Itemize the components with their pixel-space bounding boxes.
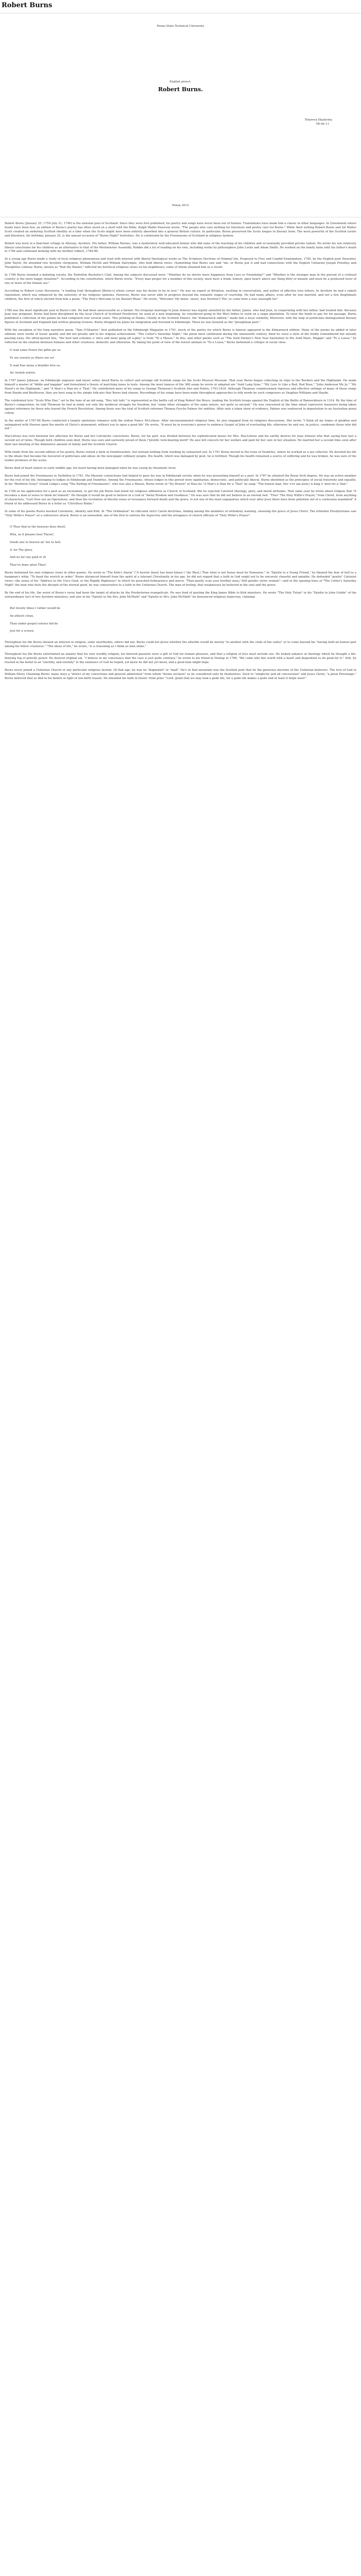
paragraph: Throughout his life Burns showed an interest in religion, some unorthodox, others did not. Burns could not prove whether the afterlife would be merely "in another with the clods of the valley" or to come beyond his "having held an honest part among his fellow creatures." "The ideas of life," he wrote, "is a reasoning as I think as man shine." (5, 641, 356, 649)
paragraph: Robert Burns (January 25, 1759–July 21, 1796) is the national poet of Scotland. Since they were first published, his poetry and songs have never been out of fashion. Translations have made him a classic in other languages. In Greenlands where books have been few, an edition of Burns's poetry has often stood on a shelf with the Bible. Ralph Waldo Emerson wrote, "The people who care nothing for literature and poetry care for Burns." While their writing Robert Burns and Sir Walter Scott created an enduring Scottish identity at a time when the Scots might have been entirely absorbed into a general British culture. In particular, Burns preserved the Scots tongue in literary form. The most powerful of the Scottish lyrists and literature, his birthday, January 25, is the annual occasion of "Burns Night" festivities. He is celebrated by the Freemasons of Scotland in religious fashion. (5, 222, 356, 238)
group-number: 08 ith 11 (316, 123, 329, 126)
paragraph: Burns died of heart failure in early middle age; his heart having been damaged when he was young by rheumatic fever. (5, 466, 177, 470)
paragraph: By the end of his life, the worst of Burns's verse had been the target of attacks by the Presbyterian evangelicals. He was fond of quoting the King James Bible to Kirk ministers. He wrote "The Holy Tulzie" in his "Epistle to John Goldie" of the extraordinary fact of two Ayrshire ministers, and also in his "Epistle to the Rev. John McMath" and "Epistle to Mrs. John McMath" he denounced religious hypocrisy, claiming: (5, 591, 356, 599)
paragraph: MacLehose was torn between her affection for Burns and her Calvinistic convictions. Burns, for his part, was divided between his sophisticated muses for Mrs. MacLehose and his earthy desires for Jean Armour who that saying how fast a second set of twins. Though both children soon died, Burns was sure and earnestly proud of them ("prolific twin-bearing merit" He also felt concern for her welfare and paid for her care in her situation. He married her a second time soon after their last meeting of the diminutive amount of family and the Scottish Church. (5, 435, 356, 447)
university-name: Penza State Technical University (157, 25, 204, 28)
verse-line: They've done afore Thee! (10, 564, 46, 567)
paragraph: The celebrated lyric "Scots Wha Hae," set to the tune of an old song, "Hey tuti taiti," is represented as the battle call of King Robert the Bruce, leading the Scottish troops against the English at the Battle of Bannockburn in 1314. By the time of Burns's composition, he told Thomson he had in mind, not only the medieval struggle for freedom, but "some other struggles of the same nature, not quite so ancient." He was concerned at the time about repressive measures being taken against reformers by those who feared the French Revolution. Among these was the trial of Scottish reformer Thomas Fysche Palmer for sedition. After only a token show of evidence, Palmer was sentenced to deportation to an Australian penal colony. (5, 399, 356, 415)
verse-line: O Thou that in the heavens does dwell, (10, 525, 66, 529)
verse-line: It wad frae mony a blunder free us, (10, 364, 61, 367)
verse-line: But twenty times I rather would be (10, 606, 60, 610)
verse-line: O wad some Power the giftie gie us (10, 348, 61, 352)
paragraph: In 1786 as his application for a post as an excisemen, to get the job Burns had listed his religious affiliation as Church of Scotland. But he rejected Calvinist theology, piety, and moral attitudes. That same year he wrote about religion that "it becomes a man of sense to think for himself." He thought it would be good to believe in a God of "Awful Wisdom and Goodness." He was sure that he did not believe in an eternal hell. "Thus" The Holy Willie's Prayer," from Christ, from anything of characters, "Cart How are on Operations, and then the revelation of blissful sense of revenance forward death and the grave. Is not one of the most unpopulous which ever after Jessi there have been pollution out of a confession mandated" A friend of his addressed Burns in a letter as "Christless Robin." (5, 490, 356, 506)
paragraph: 1786 was the most significant year in Burns's life. He had been unsuccessful as a farmer. His irregular marriage to Jean Armour was legally annulled by her father, James, who had Jean, in cooperating with her father, had treated him. Because Jean was pregnant, Burns had been disciplined by the local Church of Scotland Presbytery, he used at a new beginning, he considered going to the West Indies to work on a sugar plantation. To raise the funds to pay for his passage, Burns published a collection of the poems he had composed over several years. This printing of Poems, Chiefly in the Scottish Dialect, the "Kilmarnock edition," made him a local celebrity. Moreover, with the help of politicians distinguished literary figures in Scotland and England had written glowing reviews. Burns dropped his plans for emigration and traveled to Edinburgh. There he was lionized as the "ploughman poet." (5, 309, 356, 325)
verse-line: An' foolish notion. (10, 371, 36, 375)
paragraph: Burns had joined the Freemasons in Tarbolton in 1781. His Masonic connections had helped to pave his way in Edinburgh society when he was presenting himself as a poet. In 1787 he attained the Royal Arch degree. He was an active member for the rest of his life, belonging to lodges in Edinburgh and Dumfries. Among the Freemasons, whose lodges in this period were egalitarian, democratic, and politically liberal, Burns identified as the principles of social fraternity and equality. In his "Brethren Grays" Grand Lodge's song "The Parting of Freemasons", who was also a Mason, Burns wrote of "Sly Brawls" at Mau-Au "A Man's A Man for a' That" he sang: "The honest man, tho' e'er sae poor,/ is king o' men for a' that." (5, 474, 356, 486)
verse-line: Wha, as it pleases best Thysel', (10, 533, 55, 536)
paragraph: According to Robert Louis Stevenson, "a leading trait throughout [Burns's] whole career was his desire to be in love." He was an expert at flirtation, exulting in conversation, and author of affective love letters. In Ayrshire he had a rakish reputation, which was enhanced by the notoriety of his religious opinions. However, Burns was never able to progress beyond the romantic stages of courtship. He had many affairs, even after he was married, and not a few illegitimate children, the first of which elicited from him a poem, "The Poet's Welcome to his Bastart Wean." He wrote, "Welcome! My bonie, sweet, wee Dochter!/ Tho' ye come here a wee unsought for." (5, 289, 356, 301)
paragraph: Robert was born in a thatched cottage in Alloway, Ayrshire. His father, William Burnes, was a moderately well-educated farmer who did some of the teaching of his children and occasionally provided private tuition. He wrote his son relatively liberal catechisms for his children as an alternative to that of the Westminster Assembly. Robbie did a lot of reading on his own, including works by philosophers John Locke and Adam Smith. He worked on the family farm until his father's death in 1784 and continued farming with his brother Gilbert, 1784-86. (5, 242, 356, 253)
page-title: Robert Burns (2, 2, 53, 9)
paragraph: In some of his poems Burns mocked Calvinistic, identity and Kirk. In "The Ordination" he ridiculed strict Calvin doctrines, finding among the members of orthodoxy warning, unseeing the grace of Jesus Christ. The orthodox Presbyterians saw "Holy Willie's Prayer" as a subversive attack. Burns is an unwashed, one of the first to satirise the hypocrisy and the arrogance of church officials of "Holy Willie's Prayer". (5, 510, 356, 517)
verse-line: Just for a screen. (10, 630, 35, 633)
paragraph: In the winter of 1787-88 Burns conducted a largely epistolary romance with the widow Nancy McLehose. After unconsummated religious time, he also engaged from its religious discussions. She wrote "I think all my hopes of gladden and unimpaired with Heaven upon the merits of Christ's atonement; without you to open a good life" He wrote, "It must be in everyone's power to embrace Gospel of Jehn of everlasting life; otherwise he and sex, in justice, condemns those who did not." (5, 419, 356, 431)
verse-line: Sends ane to heaven an' ten to hell, (10, 540, 61, 544)
title-page (0, 13, 361, 217)
article-body (0, 217, 361, 681)
paragraph: In 1787 James Johnson, an Edinburgh engraver and music seller, hired Burns to collect and arrange old Scottish songs for the Scots Musical Museum. That year Burns began collecting on trips to the Borders and the Highlands. He made himself a master of "fiddle and bagpipe" and formulated a theory of matching tunes to texts. Among the most famous of the 368 songs he wrote or adapted are "Auld Lang Syne," "My Love Is Like a Red, Red Rose," "John Anderson My Jo," "My Heart's in the Highlands," and "A Man's a Man for a' That," He contributed more of his songs to George Thomson's Scottish Airs and Poetry, 1793-1818. Although Thomson commissioned vigorous and effective settings of many of these songs from Haydn and Beethoven, they are best sung to the simple folk-airs that Burns had chosen. Recordings of his songs have been made throughout approaches to folk words by such composers as Vaughan Williams and Haydn. (5, 379, 356, 395)
header-bar (0, 0, 361, 13)
paragraph: With funds from the second edition of his poetry, Burns rented a farm in Dumfriesshire, but instead nothing from working by exhausted soil. In 1791 Burns moved to the town of Dumfries, where he worked as a tax collector. He devoted his life to the ideals that became the favoured of politicians and abuse on the newspaper ordinary people. His health, which was damaged by gout, he is fortified. Though his health remained a source of suffering and he was broken, he was sure of the tender promises of the scene. (5, 451, 356, 462)
paragraph: In 1786 Burns founded a debating society, the Tarbolton Bachelor's Club. Among the subjects discussed were: "Whether do we derive more happiness from Love or Friendship?" and "Whether is the stronger man in the pursuit of a civilised country is the more happy situation?". According to the constitution, which Burns wrote, "Every man proper for a member of this society, must have a frank, honest, open heart; above any thing dirty or meanly and must be a professed lover of one or more of the female sex." (5, 274, 356, 285)
city-year: Penza 2012 (172, 204, 189, 207)
paragraph: Burns fashioned his own religious views in other poems. He wrote in "The Kirk's Alarm" ("A heretic blast/ has been blawn i' the West,/ That what is not Sense must be Nonsense." In "Epistle to a Young Friend," he likened the fear of hell to a hangman's whip: "To haud the wretch in order." Burns distanced himself from the spirit of a tolerant Christianity in his age, he did not regard that a faith in God ought not to be sincerely cheerful and amiable. He defended "gentle" Calvinist views—the sense of his "Address to the Unco Guid, or the Rigidly Righteous" in which he preached forbearance and mercy. "Then gently scan your brother man,/ Still gentler sister woman"—and in the opening lines of "The Cotter's Saturday Night" the man who feels the disciple of the eternal good, he was conservative to a faith in the Unitarian Church. The man of feeling, that weaknesses he believed in the soul and the grave. (5, 571, 356, 587)
verse-line: A' for Thy glory, (10, 548, 33, 552)
paragraph: Throughout his life Burns entertained an anxiety that his own worldly religion, his beloved passions were a gift of God for human pleasure, and that a religion of love must include sex. He looked askance at theology which he thought a life-denying fog of priestly power. He desired original sin. "I believe in my conscience that the case is just quite contrary," he wrote to his friend in Dunlop in 1789. "We come into this world with a heart and disposition to do good for it." Still, he trusted in the belief in an "eternity, and eternity" in the existence of God he hoped, yet knew he did not yet know, and a good man might hope. (5, 653, 356, 664)
paragraph: With the exception of the long narrative poem, "Tam O'Shanter," first published in the Edinburgh Magazine in 1791, much of the poetry for which Burns is famous appeared in the Kilmarnock edition. Many of the poems he added in later editions were works of lesser quality and did not greatly add to his original achievement. "The Cotter's Saturday Night," the poem most celebrated during the nineteenth century, fixed its voice a style of life fondly remembered but already passing away. His often-quoted line, "the best laid schemes o' mice and men/ gang aft a-gley" is from "To a Mouse." In this, and other poems such as "The Auld Farmer's New Year Salutation to His Auld Mare, Maggie" and "To a Louse," he reflected on the relation between humans and other creatures, domestic and otherwise. By taking the point of view of the lowest animals in "To a Louse," Burns fashioned a critique of social class. (5, 329, 356, 344)
verse-line: To see oursels as ithers see us! (10, 356, 55, 360)
verse-line: And no for ony guid or ill (10, 556, 46, 560)
project-title: Robert Burns. (158, 86, 203, 93)
project-subject: English proect. (169, 80, 192, 83)
verse-line: An atheist clean, (10, 614, 34, 618)
paragraph: At a young age Burns made a study of local religious phenomena and read with interest with liberal theological works as The Scripture Doctrine of Original Sin, Proposed to Free and Candid Examination, 1740, by the English poet Dissenter, John Taylor. He attended two Ayrshire clergymen, William McGill and William Dalrymple, who held liberal views. (Something that Burns saw and "me, or Burns put it and had connections with the English Unitarian Joseph Priestley and Theophilus Lindsey. Burns, known as "Rab the Ranter," inflicted his heretical religious views on his neighbours; some of whom shunned him as a result. (5, 258, 356, 269)
author-name: Tetereva Ekaterina (304, 118, 332, 122)
verse-line: Than under gospel colours hid be (10, 622, 58, 625)
paragraph: Burns never joined a Unitarian Church or any particular religious faction. Of that age, he was no "dogmatist" or "mad". He's in that mountain was the Scottish poet that he the generous doctrine of the Unitarian believers. The love of God in William Ellery Channing Burns' many ways a "distict of my convictions and general admiration" from whom "divine sections" as he considered unto by themselves. Such to "simplicity and all concessions" and Jesus Christ, "a great Personage." Burns believed that as find in his beliefs in light of low-birth reason. He intended his faith in Deists' from prior. "Lord, grant that we may lead a gude life, for a gude life makes a gude end at least it helps weel!" (5, 668, 356, 680)
